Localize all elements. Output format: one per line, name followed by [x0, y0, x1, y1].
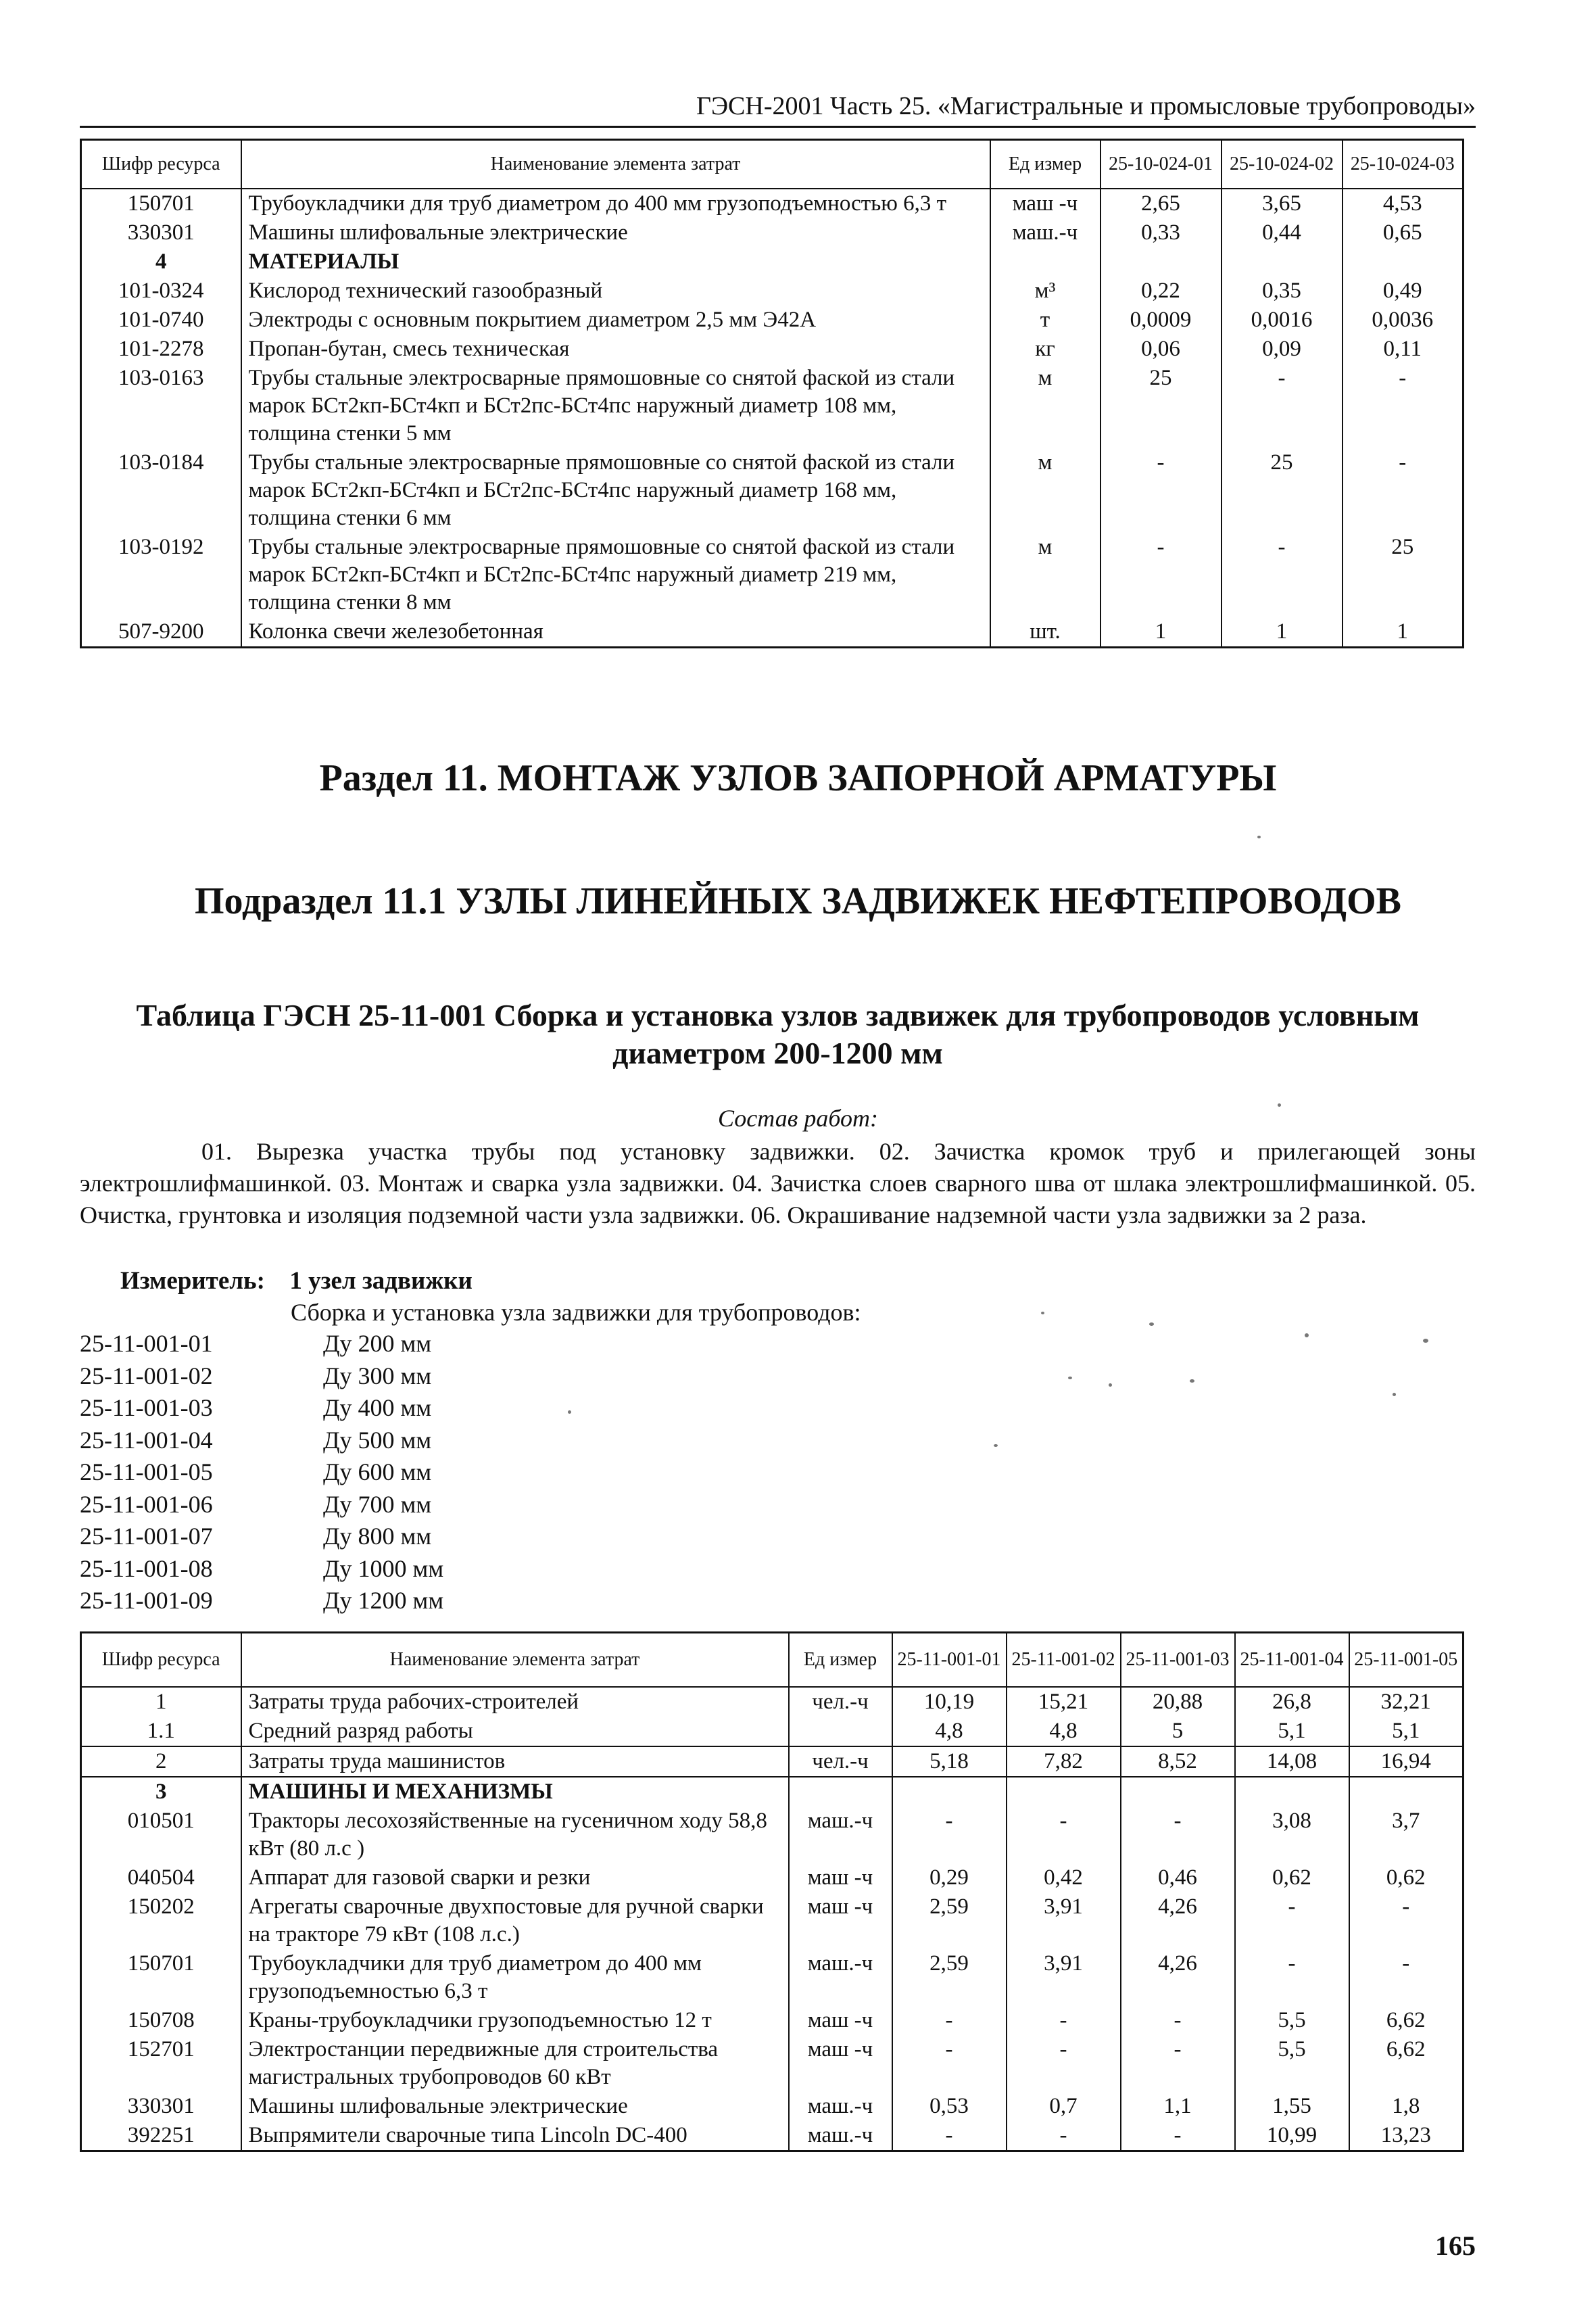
resource-code: 1: [81, 1687, 241, 1717]
resource-name: Электроды с основным покрытием диаметром 2,5 мм Э42А: [241, 306, 990, 335]
norm-value: 10,99: [1235, 2121, 1349, 2151]
resource-name: Электростанции передвижные для строительства магистральных трубопроводов 60 кВт: [241, 2035, 789, 2092]
norm-value: -: [1121, 2121, 1235, 2151]
norm-value: 16,94: [1349, 1746, 1464, 1777]
norm-value: 32,21: [1349, 1687, 1464, 1717]
norm-value: 25: [1222, 448, 1343, 533]
table-row: [81, 335, 1464, 364]
table-row: [81, 617, 1464, 648]
table-row: [81, 2121, 1464, 2151]
norm-value: 1: [1101, 617, 1222, 648]
col-header-code: Шифр ресурса: [81, 140, 241, 189]
table-body: [81, 1687, 1464, 2151]
norm-value: 0,65: [1343, 218, 1464, 247]
norm-value: 15,21: [1007, 1687, 1121, 1717]
norm-code: 25-11-001-09: [80, 1587, 213, 1614]
norm-value: 5,5: [1235, 2035, 1349, 2092]
norm-value: -: [1121, 2006, 1235, 2035]
col-header-norm: 25-11-001-01: [892, 1633, 1007, 1687]
table-row: [81, 277, 1464, 306]
unit-cell: маш -ч: [789, 1892, 892, 1949]
norm-value: 0,49: [1343, 277, 1464, 306]
norm-value: -: [1007, 2035, 1121, 2092]
resource-code: 3: [81, 1777, 241, 1807]
table-row: [81, 1892, 1464, 1949]
resource-code: 150701: [81, 1949, 241, 2006]
norm-value: 1: [1343, 617, 1464, 648]
scan-speck: [568, 1410, 571, 1414]
norm-value: 0,11: [1343, 335, 1464, 364]
resource-code: 101-2278: [81, 335, 241, 364]
scan-speck: [1190, 1379, 1194, 1383]
norm-desc: Ду 1000 мм: [323, 1554, 444, 1582]
resource-code: 101-0740: [81, 306, 241, 335]
norm-value: 0,0009: [1101, 306, 1222, 335]
scan-speck: [1257, 836, 1261, 838]
scan-speck: [994, 1444, 998, 1447]
scan-speck: [1068, 1377, 1072, 1379]
norm-value: 3,65: [1222, 189, 1343, 218]
norm-value: [892, 1777, 1007, 1807]
col-header-name: Наименование элемента затрат: [241, 1633, 789, 1687]
resource-name: Пропан-бутан, смесь техническая: [241, 335, 990, 364]
norm-value: [1222, 247, 1343, 277]
resource-code: 4: [81, 247, 241, 277]
resource-code: 103-0163: [81, 364, 241, 448]
norm-value: 14,08: [1235, 1746, 1349, 1777]
unit-cell: [789, 1717, 892, 1746]
norm-value: 6,62: [1349, 2035, 1464, 2092]
unit-cell: маш -ч: [789, 2006, 892, 2035]
unit-cell: чел.-ч: [789, 1746, 892, 1777]
scan-speck: [1305, 1333, 1309, 1337]
subsection-title: Подраздел 11.1 УЗЛЫ ЛИНЕЙНЫХ ЗАДВИЖЕК НЕФТЕПРОВОДОВ: [195, 880, 1401, 922]
table-row: [81, 218, 1464, 247]
norm-value: 1: [1222, 617, 1343, 648]
resource-code: 101-0324: [81, 277, 241, 306]
norm-value: 4,53: [1343, 189, 1464, 218]
scan-speck: [1393, 1393, 1396, 1396]
running-header: ГЭСН-2001 Часть 25. «Магистральные и промысловые трубопроводы»: [80, 87, 1476, 128]
table-row: [81, 1746, 1464, 1777]
resource-code: 010501: [81, 1807, 241, 1863]
unit-cell: чел.-ч: [789, 1687, 892, 1717]
norm-value: 7,82: [1007, 1746, 1121, 1777]
page-number: 165: [1435, 2230, 1476, 2261]
resource-code: 2: [81, 1746, 241, 1777]
norm-desc: Ду 400 мм: [323, 1394, 432, 1421]
table-row: [81, 189, 1464, 218]
unit-cell: маш -ч: [789, 1863, 892, 1892]
norm-value: 0,7: [1007, 2092, 1121, 2121]
resource-code: 103-0184: [81, 448, 241, 533]
section-row: [81, 1777, 1464, 1807]
resource-name: Трубы стальные электросварные прямошовные со снятой фаской из стали марок БСт2кп-БСт4кп и БСт2пс-БСт4пс наружный диаметр 108 мм, толщина стенки 5 мм: [241, 364, 990, 448]
resource-name: Выпрямители сварочные типа Lincoln DC-400: [241, 2121, 789, 2151]
norm-code: 25-11-001-05: [80, 1458, 213, 1485]
norm-value: -: [892, 2035, 1007, 2092]
unit-cell: м³: [990, 277, 1101, 306]
table-row: [81, 2092, 1464, 2121]
resource-name: Затраты труда рабочих-строителей: [241, 1687, 789, 1717]
norm-value: 2,65: [1101, 189, 1222, 218]
norm-desc: Ду 800 мм: [323, 1523, 432, 1550]
norm-value: 5,5: [1235, 2006, 1349, 2035]
col-header-unit: Ед измер: [990, 140, 1101, 189]
meter-line: [120, 1266, 473, 1297]
unit-cell: маш.-ч: [789, 1807, 892, 1863]
meter-value: 1 узел задвижки: [289, 1267, 473, 1295]
work-composition-label: Состав работ:: [718, 1105, 878, 1132]
norm-code: 25-11-001-02: [80, 1362, 213, 1389]
norm-value: -: [892, 1807, 1007, 1863]
norm-value: 25: [1101, 364, 1222, 448]
col-header-norm: 25-10-024-01: [1101, 140, 1222, 189]
norm-value: 2,59: [892, 1949, 1007, 2006]
norm-value: 5,1: [1349, 1717, 1464, 1746]
norm-value: 1,8: [1349, 2092, 1464, 2121]
norm-desc: Ду 600 мм: [323, 1458, 432, 1485]
resource-code: 507-9200: [81, 617, 241, 648]
table-row: [81, 448, 1464, 533]
norm-value: 1,55: [1235, 2092, 1349, 2121]
resource-name: Трубоукладчики для труб диаметром до 400 мм грузоподъемностью 6,3 т: [241, 189, 990, 218]
table-row: [81, 2006, 1464, 2035]
norm-value: 0,53: [892, 2092, 1007, 2121]
scan-speck: [1041, 1312, 1044, 1314]
norm-value: -: [1343, 364, 1464, 448]
norm-value: 13,23: [1349, 2121, 1464, 2151]
norm-value: -: [1007, 1807, 1121, 1863]
resource-name: Агрегаты сварочные двухпостовые для ручной сварки на тракторе 79 кВт (108 л.с.): [241, 1892, 789, 1949]
unit-cell: м: [990, 364, 1101, 448]
meter-label: Измеритель:: [120, 1267, 265, 1295]
resource-code: 330301: [81, 2092, 241, 2121]
norm-value: 0,46: [1121, 1863, 1235, 1892]
norm-desc: Ду 700 мм: [323, 1490, 432, 1518]
table-row: [81, 1807, 1464, 1863]
scan-speck: [1423, 1339, 1428, 1343]
norm-value: -: [1007, 2006, 1121, 2035]
norm-value: -: [1121, 2035, 1235, 2092]
norm-value: -: [1222, 364, 1343, 448]
resource-code: 152701: [81, 2035, 241, 2092]
table-row: [81, 2035, 1464, 2092]
norm-code: 25-11-001-06: [80, 1490, 213, 1518]
col-header-name: Наименование элемента затрат: [241, 140, 990, 189]
scan-speck: [1109, 1383, 1112, 1387]
resource-name: Машины шлифовальные электрические: [241, 218, 990, 247]
norm-value: 5: [1121, 1717, 1235, 1746]
table-row: [81, 1949, 1464, 2006]
resource-code: 150202: [81, 1892, 241, 1949]
resource-name: Трубы стальные электросварные прямошовные со снятой фаской из стали марок БСт2кп-БСт4кп и БСт2пс-БСт4пс наружный диаметр 168 мм, толщина стенки 6 мм: [241, 448, 990, 533]
resource-name: Трубоукладчики для труб диаметром до 400 мм грузоподъемностью 6,3 т: [241, 1949, 789, 2006]
norm-value: 20,88: [1121, 1687, 1235, 1717]
unit-cell: маш.-ч: [789, 1949, 892, 2006]
resource-name: Колонка свечи железобетонная: [241, 617, 990, 648]
norm-value: -: [1349, 1949, 1464, 2006]
table-row: [81, 1863, 1464, 1892]
unit-cell: маш.-ч: [789, 2121, 892, 2151]
unit-cell: маш -ч: [789, 2035, 892, 2092]
table-row: [81, 533, 1464, 617]
work-composition-text: 01. Вырезка участка трубы под установку задвижки. 02. Зачистка кромок труб и прилегающей зоны электрошлифмашинкой. 03. Монтаж и сварка узла задвижки. 04. Зачистка слоев сварного шва от шлака электрошлифмашинкой. 05. Очистка, грунтовка и изоляция подземной части узла задвижки. 06. Окрашивание надземной части узла задвижки за 2 раза.: [80, 1138, 1476, 1228]
norm-value: 0,09: [1222, 335, 1343, 364]
norm-value: -: [1222, 533, 1343, 617]
norm-value: -: [1121, 1807, 1235, 1863]
resource-code: 103-0192: [81, 533, 241, 617]
unit-cell: маш.-ч: [990, 218, 1101, 247]
section-heading: МАТЕРИАЛЫ: [241, 247, 990, 277]
unit-cell: [789, 1777, 892, 1807]
resource-name: Краны-трубоукладчики грузоподъемностью 12 т: [241, 2006, 789, 2035]
resource-code: 392251: [81, 2121, 241, 2151]
col-header-norm: 25-11-001-03: [1121, 1633, 1235, 1687]
norm-value: 0,35: [1222, 277, 1343, 306]
unit-cell: м: [990, 533, 1101, 617]
norm-value: 6,62: [1349, 2006, 1464, 2035]
norm-value: 3,91: [1007, 1949, 1121, 2006]
table-body: [81, 189, 1464, 648]
unit-cell: т: [990, 306, 1101, 335]
unit-cell: маш -ч: [990, 189, 1101, 218]
norm-desc: Ду 500 мм: [323, 1426, 432, 1454]
norm-code: 25-11-001-01: [80, 1330, 213, 1357]
table-row: [81, 1717, 1464, 1746]
norm-value: [1121, 1777, 1235, 1807]
norm-value: 8,52: [1121, 1746, 1235, 1777]
section-heading: МАШИНЫ И МЕХАНИЗМЫ: [241, 1777, 789, 1807]
resource-code: 040504: [81, 1863, 241, 1892]
norm-value: 10,19: [892, 1687, 1007, 1717]
norms-description: Сборка и установка узла задвижки для трубопроводов:: [291, 1299, 861, 1326]
norm-value: 4,8: [892, 1717, 1007, 1746]
resource-name: Средний разряд работы: [241, 1717, 789, 1746]
unit-cell: шт.: [990, 617, 1101, 648]
norm-value: 5,1: [1235, 1717, 1349, 1746]
norm-value: [1235, 1777, 1349, 1807]
resource-name: Затраты труда машинистов: [241, 1746, 789, 1777]
unit-cell: кг: [990, 335, 1101, 364]
col-header-norm: 25-11-001-02: [1007, 1633, 1121, 1687]
resource-table: [80, 1631, 1464, 2152]
resource-name: Аппарат для газовой сварки и резки: [241, 1863, 789, 1892]
resource-code: 1.1: [81, 1717, 241, 1746]
table-row: [81, 364, 1464, 448]
norm-value: 0,0016: [1222, 306, 1343, 335]
norm-value: -: [892, 2006, 1007, 2035]
norm-code: 25-11-001-03: [80, 1394, 213, 1421]
norm-value: -: [892, 2121, 1007, 2151]
resource-name: Трубы стальные электросварные прямошовные со снятой фаской из стали марок БСт2кп-БСт4кп и БСт2пс-БСт4пс наружный диаметр 219 мм, толщина стенки 8 мм: [241, 533, 990, 617]
norm-value: 3,91: [1007, 1892, 1121, 1949]
norm-value: [1343, 247, 1464, 277]
norm-value: -: [1007, 2121, 1121, 2151]
unit-cell: м: [990, 448, 1101, 533]
norm-value: 4,26: [1121, 1949, 1235, 2006]
table-row: [81, 306, 1464, 335]
resource-table-continued: [80, 139, 1464, 648]
norm-value: [1349, 1777, 1464, 1807]
col-header-unit: Ед измер: [789, 1633, 892, 1687]
col-header-norm: 25-10-024-03: [1343, 140, 1464, 189]
norm-value: 3,08: [1235, 1807, 1349, 1863]
norm-value: 0,44: [1222, 218, 1343, 247]
norm-value: [1101, 247, 1222, 277]
norm-value: 0,62: [1235, 1863, 1349, 1892]
norm-value: 3,7: [1349, 1807, 1464, 1863]
norm-value: 0,22: [1101, 277, 1222, 306]
scan-speck: [1149, 1322, 1154, 1326]
resource-name: Тракторы лесохозяйственные на гусеничном ходу 58,8 кВт (80 л.с ): [241, 1807, 789, 1863]
unit-cell: [990, 247, 1101, 277]
norm-value: -: [1101, 448, 1222, 533]
norm-code: 25-11-001-04: [80, 1426, 213, 1454]
col-header-norm: 25-10-024-02: [1222, 140, 1343, 189]
norm-value: 25: [1343, 533, 1464, 617]
resource-name: Машины шлифовальные электрические: [241, 2092, 789, 2121]
resource-code: 150708: [81, 2006, 241, 2035]
col-header-norm: 25-11-001-04: [1235, 1633, 1349, 1687]
norm-value: -: [1235, 1949, 1349, 2006]
norm-value: 0,0036: [1343, 306, 1464, 335]
resource-name: Кислород технический газообразный: [241, 277, 990, 306]
resource-code: 150701: [81, 189, 241, 218]
norm-value: 0,33: [1101, 218, 1222, 247]
col-header-norm: 25-11-001-05: [1349, 1633, 1464, 1687]
norm-value: 4,8: [1007, 1717, 1121, 1746]
unit-cell: маш.-ч: [789, 2092, 892, 2121]
table-title: Таблица ГЭСН 25-11-001 Сборка и установка узлов задвижек для трубопроводов условным диаметром 200-1200 мм: [136, 998, 1420, 1070]
norm-value: -: [1101, 533, 1222, 617]
norm-desc: Ду 200 мм: [323, 1330, 432, 1357]
norm-value: -: [1343, 448, 1464, 533]
norm-value: -: [1349, 1892, 1464, 1949]
norm-value: 0,62: [1349, 1863, 1464, 1892]
norm-value: 0,42: [1007, 1863, 1121, 1892]
table-row: [81, 1687, 1464, 1717]
norm-desc: Ду 300 мм: [323, 1362, 432, 1389]
norm-code: 25-11-001-08: [80, 1554, 213, 1582]
section-row: [81, 247, 1464, 277]
norm-value: 0,29: [892, 1863, 1007, 1892]
section-title: Раздел 11. МОНТАЖ УЗЛОВ ЗАПОРНОЙ АРМАТУРЫ: [319, 757, 1277, 799]
norm-value: 1,1: [1121, 2092, 1235, 2121]
scan-speck: [1278, 1103, 1281, 1107]
norm-value: 5,18: [892, 1746, 1007, 1777]
norm-code: 25-11-001-07: [80, 1523, 213, 1550]
norm-value: [1007, 1777, 1121, 1807]
norm-value: -: [1235, 1892, 1349, 1949]
norm-value: 4,26: [1121, 1892, 1235, 1949]
norm-value: 2,59: [892, 1892, 1007, 1949]
norm-value: 0,06: [1101, 335, 1222, 364]
norm-value: 26,8: [1235, 1687, 1349, 1717]
norm-desc: Ду 1200 мм: [323, 1587, 444, 1614]
resource-code: 330301: [81, 218, 241, 247]
col-header-code: Шифр ресурса: [81, 1633, 241, 1687]
